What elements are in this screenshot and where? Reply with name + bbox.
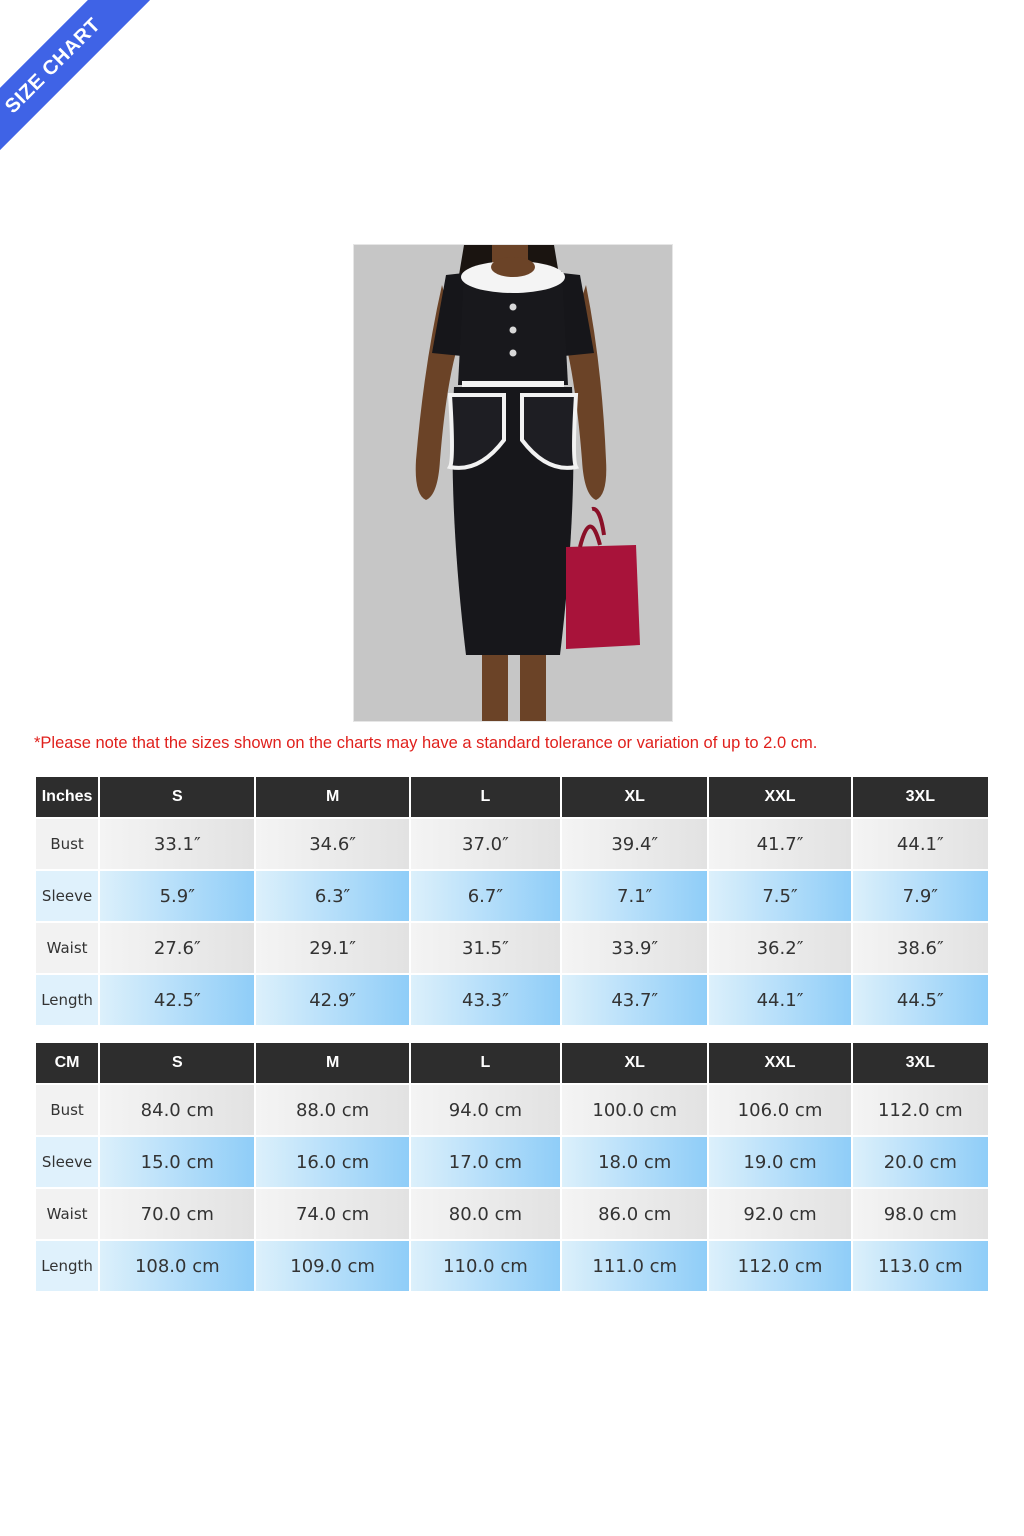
size-header: 3XL	[853, 777, 988, 817]
table-cell: 7.5″	[709, 871, 850, 921]
cm-size-table	[34, 1041, 990, 1293]
size-header: XXL	[709, 1043, 850, 1083]
table-cell: 111.0 cm	[562, 1241, 707, 1291]
table-row-bust	[36, 819, 988, 869]
table-cell: 44.1″	[709, 975, 850, 1025]
table-cell: 80.0 cm	[411, 1189, 560, 1239]
size-header: XXL	[709, 777, 850, 817]
unit-header: Inches	[36, 777, 98, 817]
size-header: M	[256, 1043, 408, 1083]
table-cell: 88.0 cm	[256, 1085, 408, 1135]
table-cell: 43.7″	[562, 975, 707, 1025]
table-cell: 5.9″	[100, 871, 254, 921]
table-cell: 106.0 cm	[709, 1085, 850, 1135]
size-chart-badge: SIZE CHART	[0, 0, 150, 150]
table-cell: 74.0 cm	[256, 1189, 408, 1239]
table-cell: 33.1″	[100, 819, 254, 869]
row-label: Bust	[36, 1085, 98, 1135]
table-row-length	[36, 975, 988, 1025]
cm-header-row	[36, 1043, 988, 1083]
size-header: XL	[562, 777, 707, 817]
table-cell: 7.1″	[562, 871, 707, 921]
table-cell: 113.0 cm	[853, 1241, 988, 1291]
table-cell: 38.6″	[853, 923, 988, 973]
table-cell: 112.0 cm	[853, 1085, 988, 1135]
table-cell: 7.9″	[853, 871, 988, 921]
size-header: S	[100, 777, 254, 817]
size-header: S	[100, 1043, 254, 1083]
table-cell: 6.7″	[411, 871, 560, 921]
table-cell: 18.0 cm	[562, 1137, 707, 1187]
inches-size-table	[34, 775, 990, 1027]
row-label: Sleeve	[36, 871, 98, 921]
row-label: Waist	[36, 923, 98, 973]
table-cell: 34.6″	[256, 819, 408, 869]
table-cell: 41.7″	[709, 819, 850, 869]
table-cell: 70.0 cm	[100, 1189, 254, 1239]
table-cell: 27.6″	[100, 923, 254, 973]
table-cell: 98.0 cm	[853, 1189, 988, 1239]
table-cell: 42.9″	[256, 975, 408, 1025]
table-cell: 92.0 cm	[709, 1189, 850, 1239]
model-dress-illustration	[354, 245, 672, 721]
row-label: Sleeve	[36, 1137, 98, 1187]
table-cell: 108.0 cm	[100, 1241, 254, 1291]
table-cell: 39.4″	[562, 819, 707, 869]
table-cell: 20.0 cm	[853, 1137, 988, 1187]
table-cell: 16.0 cm	[256, 1137, 408, 1187]
table-cell: 44.5″	[853, 975, 988, 1025]
row-label: Length	[36, 975, 98, 1025]
table-cell: 15.0 cm	[100, 1137, 254, 1187]
product-photo	[353, 244, 673, 722]
table-cell: 43.3″	[411, 975, 560, 1025]
table-cell: 33.9″	[562, 923, 707, 973]
row-label: Bust	[36, 819, 98, 869]
table-cell: 44.1″	[853, 819, 988, 869]
table-row-length	[36, 1241, 988, 1291]
table-cell: 37.0″	[411, 819, 560, 869]
table-cell: 86.0 cm	[562, 1189, 707, 1239]
table-cell: 36.2″	[709, 923, 850, 973]
row-label: Length	[36, 1241, 98, 1291]
table-cell: 19.0 cm	[709, 1137, 850, 1187]
table-cell: 31.5″	[411, 923, 560, 973]
size-header: XL	[562, 1043, 707, 1083]
table-cell: 109.0 cm	[256, 1241, 408, 1291]
size-header: L	[411, 777, 560, 817]
size-header: M	[256, 777, 408, 817]
unit-header: CM	[36, 1043, 98, 1083]
row-label: Waist	[36, 1189, 98, 1239]
table-cell: 110.0 cm	[411, 1241, 560, 1291]
table-cell: 112.0 cm	[709, 1241, 850, 1291]
table-row-waist	[36, 923, 988, 973]
table-cell: 6.3″	[256, 871, 408, 921]
table-cell: 100.0 cm	[562, 1085, 707, 1135]
table-cell: 94.0 cm	[411, 1085, 560, 1135]
table-row-waist	[36, 1189, 988, 1239]
table-cell: 29.1″	[256, 923, 408, 973]
tolerance-note: *Please note that the sizes shown on the charts may have a standard tolerance or variation of up to 2.0 cm.	[34, 734, 818, 752]
table-row-sleeve	[36, 1137, 988, 1187]
size-header: 3XL	[853, 1043, 988, 1083]
table-row-bust	[36, 1085, 988, 1135]
table-row-sleeve	[36, 871, 988, 921]
size-header: L	[411, 1043, 560, 1083]
table-cell: 17.0 cm	[411, 1137, 560, 1187]
inches-header-row	[36, 777, 988, 817]
size-chart-ribbon	[0, 0, 150, 150]
table-cell: 84.0 cm	[100, 1085, 254, 1135]
table-cell: 42.5″	[100, 975, 254, 1025]
